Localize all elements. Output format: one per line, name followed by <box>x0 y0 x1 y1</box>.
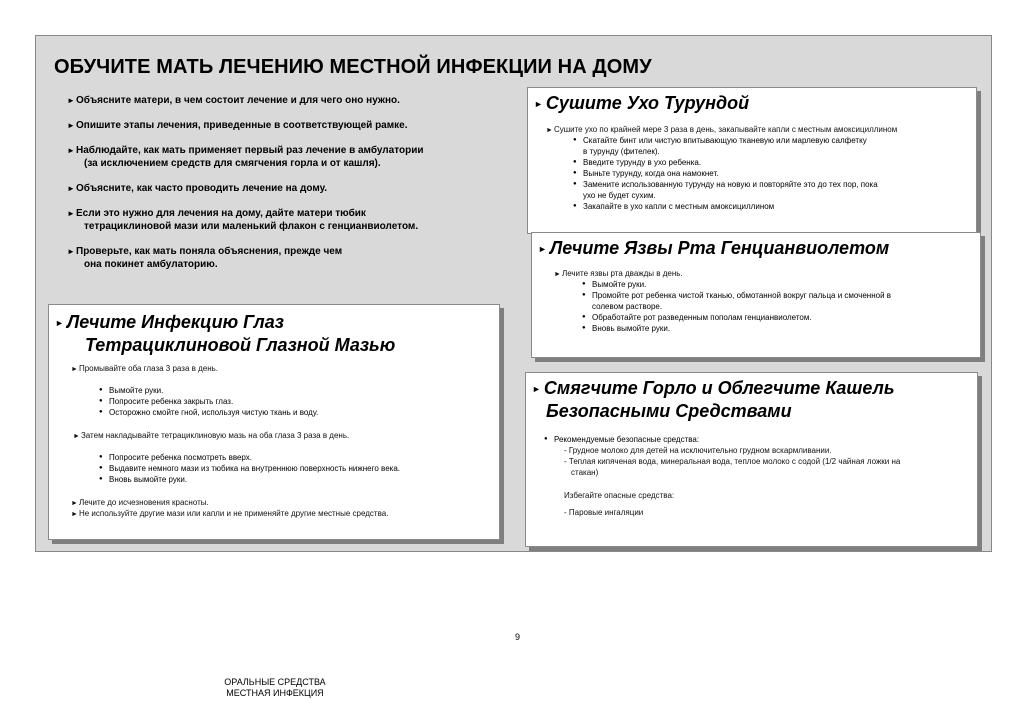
list-item: ● Введите турунду в ухо ребенка. <box>573 157 968 168</box>
list-item: ● Попросите ребенка закрыть глаз. <box>99 396 489 407</box>
eye-note-2: ►Не используйте другие мази или капли и не применяйте другие местные средства. <box>71 509 389 518</box>
instructions-list <box>67 94 490 283</box>
list-item: ● Закапайте в ухо капли с местным амоксициллином <box>573 201 968 212</box>
arrow-icon: ► <box>67 209 75 218</box>
mouth-card <box>531 232 981 358</box>
instruction-item: ► Наблюдайте, как мать применяет первый раз лечение в амбулатории (за исключением средств для смягчения горла и от кашля). <box>67 145 424 169</box>
footer-line-1: ОРАЛЬНЫЕ СРЕДСТВА <box>224 677 326 687</box>
list-item: ● Выньте турунду, когда она намокнет. <box>573 168 968 179</box>
arrow-icon: ► <box>67 121 75 130</box>
throat-card <box>525 372 978 547</box>
throat-safe-1: - Грудное молоко для детей на исключительно грудном вскармливании. <box>564 446 832 455</box>
arrow-icon: ► <box>67 96 75 105</box>
instruction-item: ► Опишите этапы лечения, приведенные в соответствующей рамке. <box>67 120 408 131</box>
list-item: ● Скатайте бинт или чистую впитывающую тканевую или марлевую салфетку в турунду (фителек). <box>573 135 968 157</box>
list-item: ● Промойте рот ребенка чистой тканью, обмотанной вокруг пальца и смоченной в солевом растворе. <box>582 290 972 312</box>
page-number: 9 <box>515 632 521 642</box>
ear-card-title: ► Сушите Ухо Турундой <box>534 93 750 113</box>
eye-card-title: ► Лечите Инфекцию Глаз Тетрациклиновой Глазной Мазью <box>55 312 396 356</box>
list-item: ● Вымойте руки. <box>582 279 972 290</box>
footer-line-2: МЕСТНАЯ ИНФЕКЦИЯ <box>226 688 324 698</box>
list-item: ● Вымойте руки. <box>99 385 489 396</box>
arrow-icon: ► <box>534 99 543 110</box>
ear-intro: ►Сушите ухо по крайней мере 3 раза в день, закапывайте капли с местным амоксициллином <box>546 125 898 134</box>
arrow-icon: ► <box>546 127 553 134</box>
content-panel <box>35 35 992 552</box>
mouth-intro: ►Лечите язвы рта дважды в день. <box>554 269 683 278</box>
list-item: ● Выдавите немного мази из тюбика на внутреннюю поверхность нижнего века. <box>99 463 494 474</box>
arrow-icon: ► <box>532 384 541 395</box>
list-item: ● Замените использованную турунду на новую и повторяйте это до тех пор, пока ухо не будет сухим. <box>573 179 968 201</box>
instruction-item: ► Объясните матери, в чем состоит лечение и для чего оно нужно. <box>67 95 400 106</box>
arrow-icon: ► <box>67 247 75 256</box>
throat-safe-2: - Теплая кипяченая вода, минеральная вода, теплое молоко с содой (1/2 чайная ложки на <box>564 457 901 466</box>
instruction-item: ► Проверьте, как мать поняла объяснения, прежде чем она покинет амбулаторию. <box>67 246 343 270</box>
list-item: ● Попросите ребенка посмотреть вверх. <box>99 452 494 463</box>
arrow-icon: ► <box>67 146 75 155</box>
arrow-icon: ► <box>73 433 80 440</box>
arrow-icon: ► <box>554 271 561 278</box>
arrow-icon: ► <box>538 244 547 255</box>
ear-steps <box>573 135 968 212</box>
list-item: ● Обработайте рот разведенным пополам генцианвиолетом. <box>582 312 972 323</box>
eye-card <box>48 304 500 540</box>
eye-steps-2 <box>99 452 494 485</box>
arrow-icon: ► <box>71 500 78 507</box>
mouth-steps <box>582 279 972 334</box>
throat-card-title: ► Смягчите Горло и Облегчите Кашель Безопасными Средствами <box>532 378 895 422</box>
throat-recommended <box>544 434 969 445</box>
arrow-icon: ► <box>71 511 78 518</box>
ear-card <box>527 87 977 234</box>
arrow-icon: ► <box>71 366 78 373</box>
page-title: ОБУЧИТЕ МАТЬ ЛЕЧЕНИЮ МЕСТНОЙ ИНФЕКЦИИ НА ДОМУ <box>54 56 652 78</box>
throat-avoid-label: Избегайте опасные средства: <box>564 491 675 500</box>
instruction-item: ► Если это нужно для лечения на дому, дайте матери тюбик тетрациклиновой мази или маленький флакон с генцианвиолетом. <box>67 208 419 232</box>
list-item: ● Рекомендуемые безопасные средства: <box>544 434 969 445</box>
footer <box>200 677 350 699</box>
eye-steps-1 <box>99 385 489 418</box>
eye-note-1: ►Лечите до исчезновения красноты. <box>71 498 209 507</box>
mouth-card-title: ► Лечите Язвы Рта Генцианвиолетом <box>538 238 890 258</box>
list-item: ● Осторожно смойте гной, используя чистую ткань и воду. <box>99 407 489 418</box>
list-item: ● Вновь вымойте руки. <box>582 323 972 334</box>
throat-safe-2-cont: стакан) <box>571 468 599 477</box>
arrow-icon: ► <box>55 318 64 329</box>
throat-avoid-1: - Паровые ингаляции <box>564 508 644 517</box>
list-item: ● Вновь вымойте руки. <box>99 474 494 485</box>
eye-intro-2: ►Затем накладывайте тетрациклиновую мазь на оба глаза 3 раза в день. <box>73 431 350 440</box>
instruction-item: ► Объясните, как часто проводить лечение на дому. <box>67 183 328 194</box>
arrow-icon: ► <box>67 184 75 193</box>
eye-intro-1: ►Промывайте оба глаза 3 раза в день. <box>71 364 219 373</box>
